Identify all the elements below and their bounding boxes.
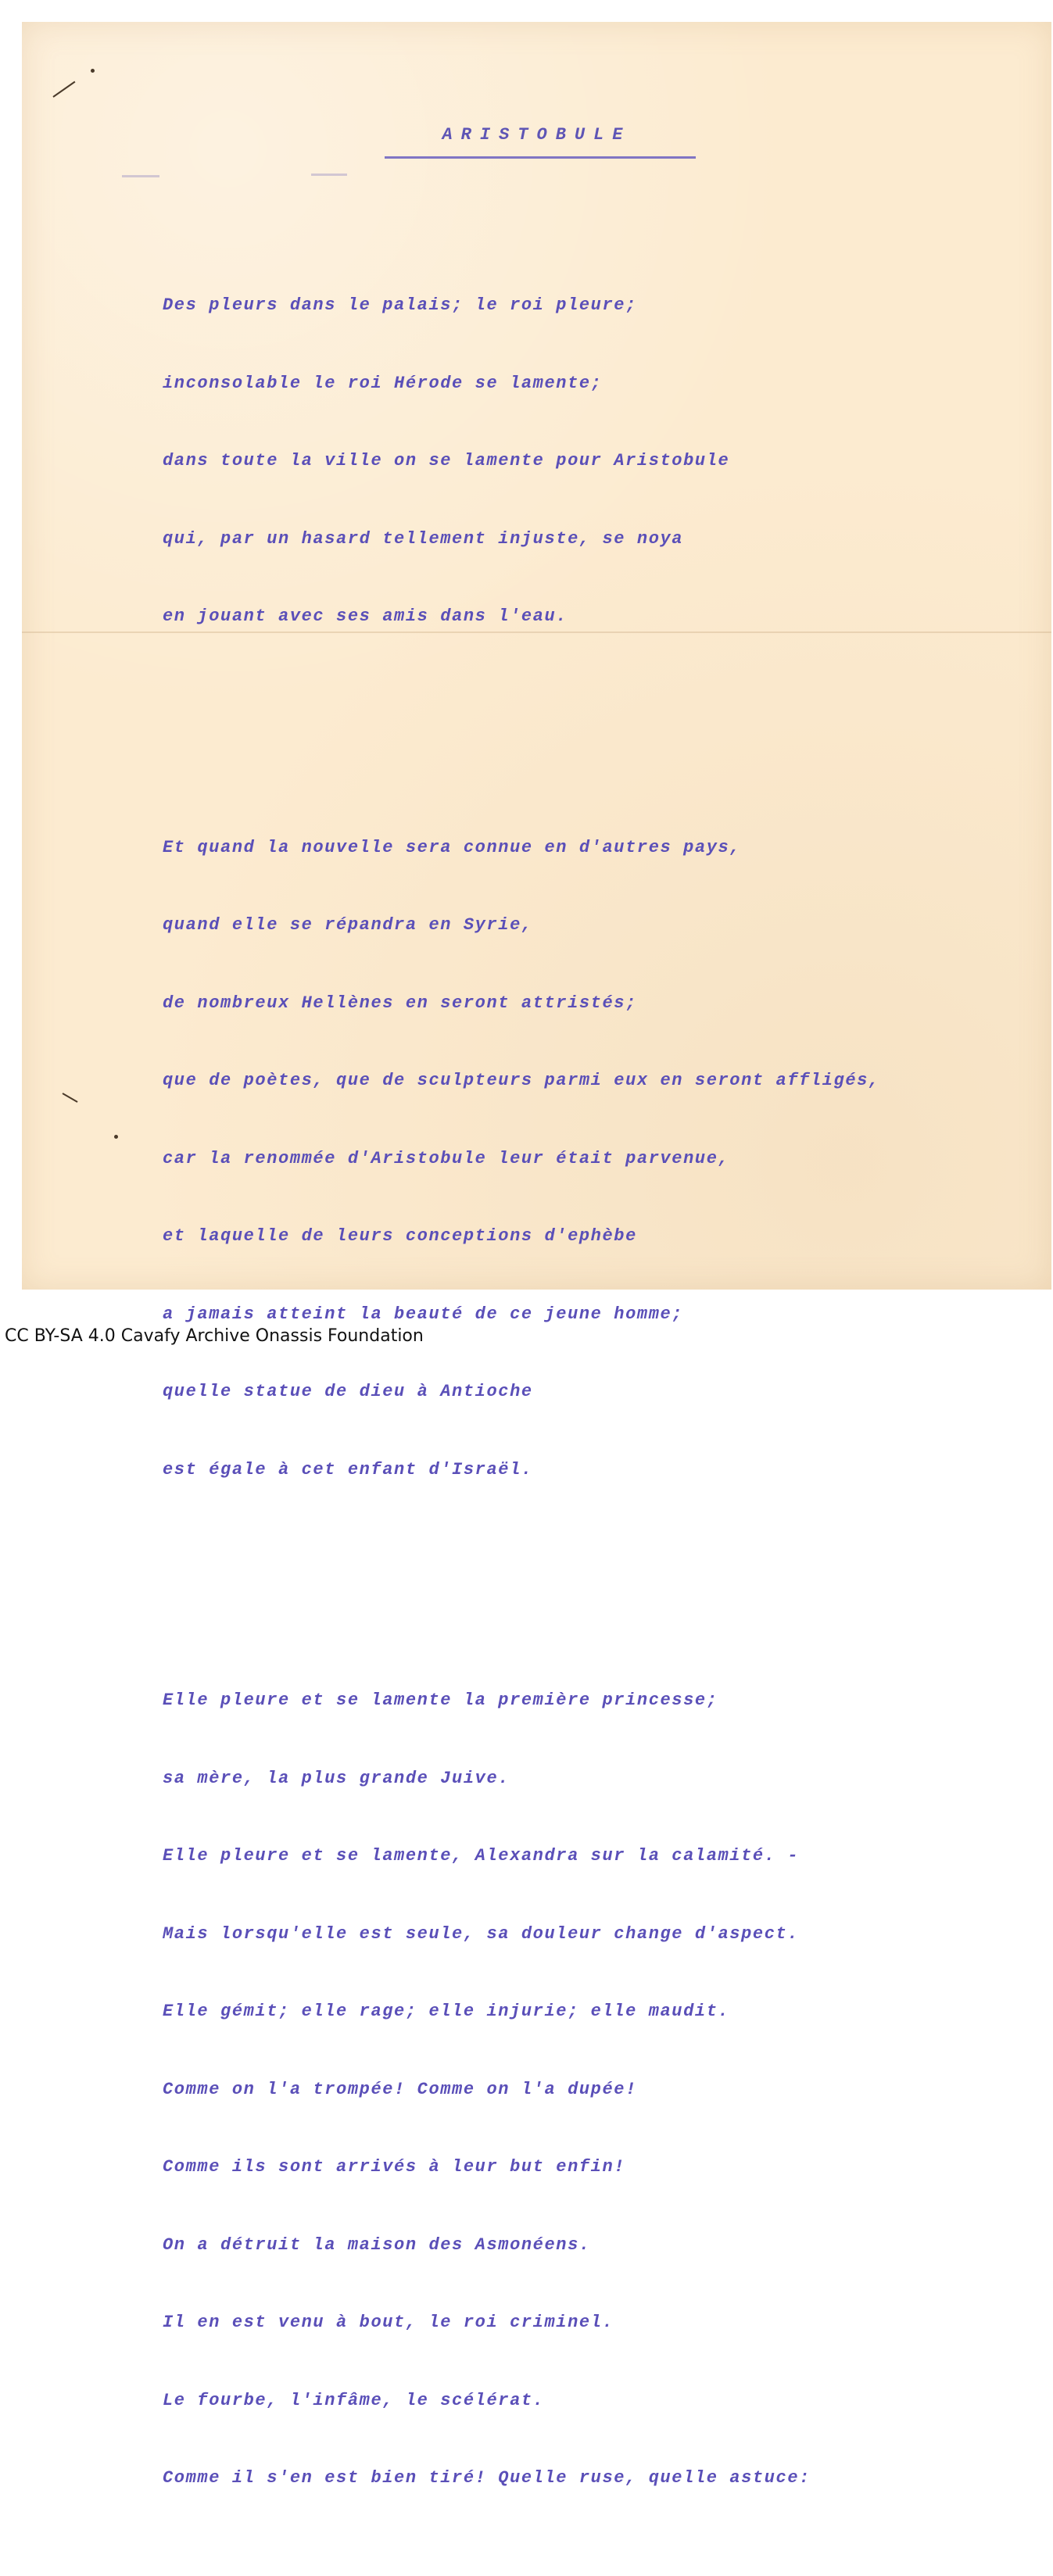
poem-line: Elle gémit; elle rage; elle injurie; elle maudit. [163,2002,730,2021]
poem-line: Des pleurs dans le palais; le roi pleure; [163,295,637,315]
poem-line: qui, par un hasard tellement injuste, se noya [163,528,684,549]
poem-line: que de poètes, que de sculpteurs parmi eux en seront affligés, [163,1071,880,1090]
archive-credit: CC BY-SA 4.0 Cavafy Archive Onassis Foundation [5,1326,424,1346]
paper-speck [91,69,95,73]
poem-line: Il en est venu à bout, le roi criminel. [163,2313,614,2332]
poem-line: Elle pleure et se lamente, Alexandra sur la calamité. - [163,1846,800,1866]
poem-line: Elle pleure et se lamente la première princesse; [163,1690,718,1710]
stanza-1 [163,247,1023,675]
poem-line: On a détruit la maison des Asmonéens. [163,2234,591,2255]
title-underline [385,156,696,159]
poem-line: Comme on l'a trompée! Comme on l'a dupée! [163,2079,637,2099]
poem-line: Comme ils sont arrivés à leur but enfin! [163,2157,626,2177]
poem-line: quand elle se répandra en Syrie, [163,915,533,935]
stanza-3 [163,1642,1023,2537]
poem-line: quelle statue de dieu à Antioche [163,1382,533,1401]
poem-line: Mais lorsqu'elle est seule, sa douleur change d'aspect. [163,1923,800,1944]
faint-typed-mark [122,175,159,177]
stanza-break [163,714,1023,750]
poem-line: Comme il s'en est bien tiré! Quelle ruse, quelle astuce: [163,2468,811,2488]
paper-speck [114,1135,118,1139]
poem-line: et laquelle de leurs conceptions d'ephèbe [163,1226,637,1246]
poem-title: ARISTOBULE [442,125,632,145]
poem-body [163,208,1023,2576]
poem-line: Et quand la nouvelle sera connue en d'autres pays, [163,837,742,857]
poem-line: de nombreux Hellènes en seront attristés; [163,993,637,1013]
stanza-2 [163,789,1023,1529]
poem-line: car la renommée d'Aristobule leur était parvenue, [163,1148,730,1168]
stanza-break [163,1567,1023,1603]
poem-line: a jamais atteint la beauté de ce jeune homme; [163,1304,684,1324]
faint-typed-mark [311,174,347,176]
paper-scratch-mark [52,81,75,98]
poem-line: inconsolable le roi Hérode se lamente; [163,373,603,393]
poem-line: en jouant avec ses amis dans l'eau. [163,606,568,626]
paper-scratch-mark [63,1093,78,1103]
poem-line: est égale à cet enfant d'Israël. [163,1459,533,1479]
poem-line: sa mère, la plus grande Juive. [163,1768,510,1788]
poem-line: dans toute la ville on se lamente pour Aristobule [163,451,730,470]
poem-line: Le fourbe, l'infâme, le scélérat. [163,2390,545,2410]
